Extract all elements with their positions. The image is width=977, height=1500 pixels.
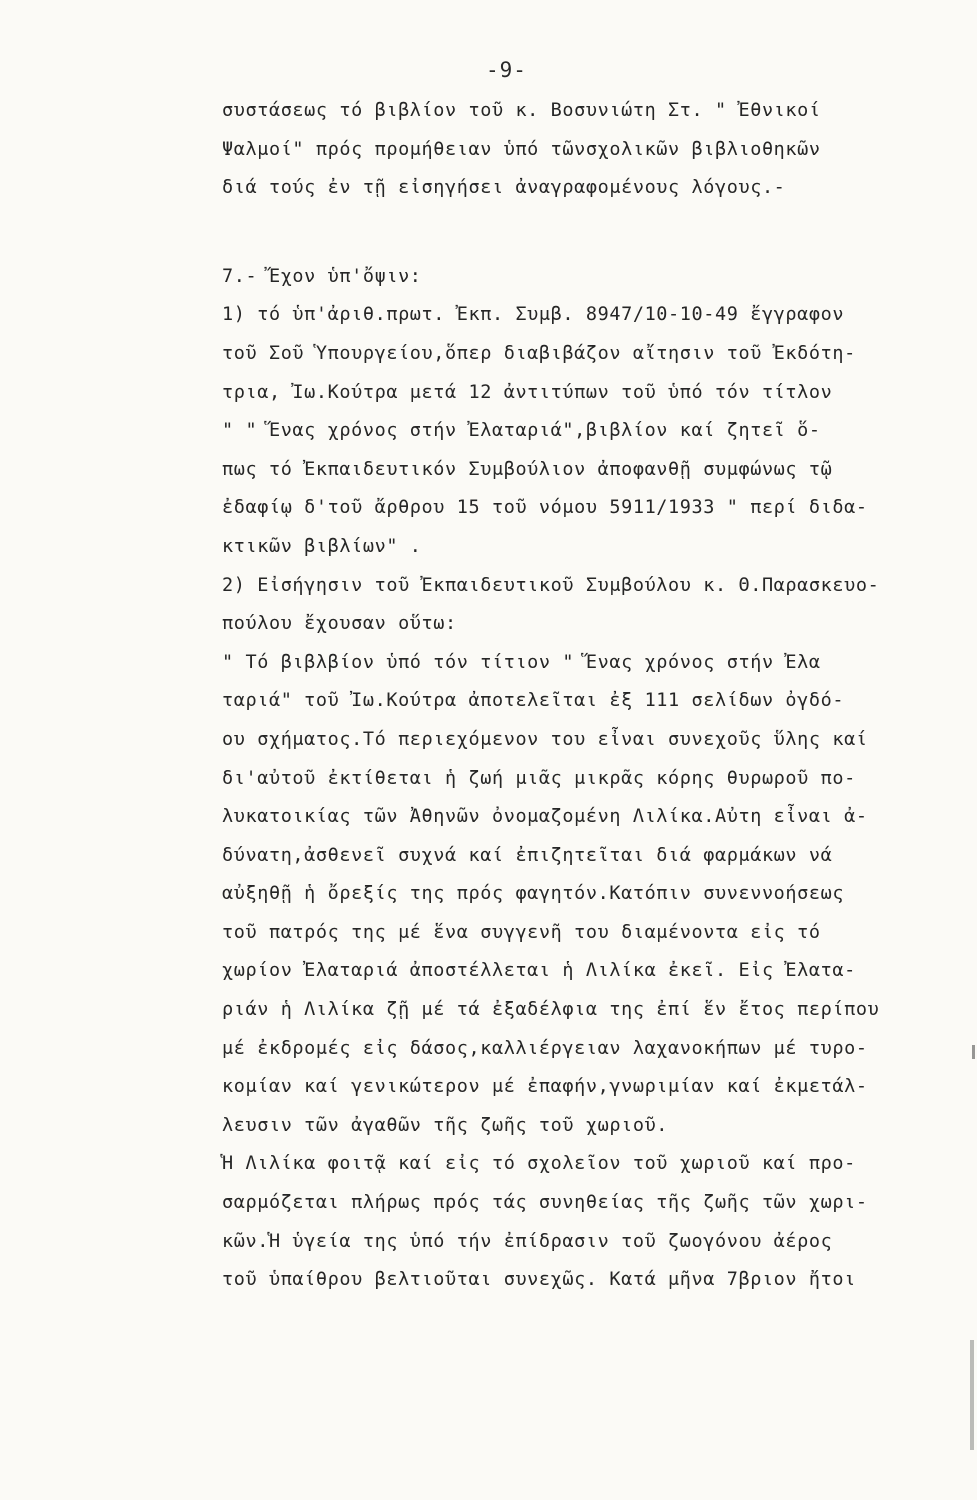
text-line: αὐξηθῇ ἡ ὄρεξίς της πρός φαγητόν.Κατόπιν συνεννοήσεως [222,883,845,905]
text-line: " " Ἕνας χρόνος στήν Ἐλαταριά",βιβλίον καί ζητεῖ ὅ- [222,420,821,442]
paragraph-intro [222,92,957,208]
text-line: δύνατη,ἀσθενεῖ συχνά καί ἐπιζητεῖται διά φαρμάκων νά [222,844,833,866]
text-line: διά τούς ἐν τῇ εἰσηγήσει ἀναγραφομένους λόγους.- [222,177,786,199]
scan-artifact [970,1340,974,1450]
text-line: λυκατοικίας τῶν Ἀθηνῶν ὀνομαζομένη Λιλίκα.Αὐτη εἶναι ἀ- [222,806,868,828]
text-line: πως τό Ἐκπαιδευτικόν Συμβούλιον ἀποφανθῇ συμφώνως τῷ [222,458,833,480]
text-line: τοῦ ὑπαίθρου βελτιοῦται συνεχῶς. Κατά μῆνα 7βριον ἤτοι [222,1269,856,1291]
text-line: Ἡ Λιλίκα φοιτᾷ καί εἰς τό σχολεῖον τοῦ χωριοῦ καί προ- [222,1153,856,1175]
text-line: κομίαν καί γενικώτερον μέ ἐπαφήν,γνωριμίαν καί ἐκμετάλ- [222,1076,868,1098]
text-line: ου σχήματος.Τό περιεχόμενον του εἶναι συνεχοῦς ὕλης καί [222,728,868,750]
text-line: σαρμόζεται πλήρως πρός τάς συνηθείας τῆς ζωῆς τῶν χωρι- [222,1192,868,1214]
text-line: 1) τό ὑπ'ἀριθ.πρωτ. Ἐκπ. Συμβ. 8947/10-10-49 ἔγγραφον [222,304,845,326]
scan-artifact [972,1045,975,1059]
text-line: δι'αὐτοῦ ἐκτίθεται ἡ ζωή μιᾶς μικρᾶς κόρης θυρωροῦ πο- [222,767,856,789]
text-line: τοῦ πατρός της μέ ἕνα συγγενῆ του διαμένοντα εἰς τό [222,921,821,943]
text-line: τοῦ Σοῦ Ὑπουργείου,ὅπερ διαβιβάζον αἴτησιν τοῦ Ἐκδότη- [222,342,856,364]
document-body [222,92,957,1300]
text-line: Ψαλμοί" πρός προμήθειαν ὑπό τῶνσχολικῶν βιβλιοθηκῶν [222,138,821,160]
text-line: τρια, Ἰω.Κούτρα μετά 12 ἀντιτύπων τοῦ ὑπό τόν τίτλον [222,381,833,403]
section-7 [222,258,957,1300]
section-heading: 7.- Ἔχον ὑπ'ὄψιν: [222,265,422,287]
text-line: κτικῶν βιβλίων" . [222,535,422,557]
page-number: -9- [486,58,527,82]
text-line: ταριά" τοῦ Ἰω.Κούτρα ἀποτελεῖται ἐξ 111 σελίδων ὀγδό- [222,690,845,712]
text-line: " Τό βιβλβίον ὑπό τόν τίτιον " Ἕνας χρόνος στήν Ἐλα [222,651,821,673]
text-line: μέ ἐκδρομές εἰς δάσος,καλλιέργειαν λαχανοκήπων μέ τυρο- [222,1037,868,1059]
section-spacer [222,208,957,258]
text-line: χωρίον Ἐλαταριά ἀποστέλλεται ἡ Λιλίκα ἐκεῖ. Εἰς Ἐλατα- [222,960,856,982]
text-line: συστάσεως τό βιβλίον τοῦ κ. Βοσυνιώτη Στ. " Ἐθνικοί [222,100,821,121]
text-line: κῶν.Ἡ ὑγεία της ὑπό τήν ἐπίδρασιν τοῦ ζωογόνου ἀέρος [222,1230,833,1252]
text-line: ριάν ἡ Λιλίκα ζῇ μέ τά ἐξαδέλφια της ἐπί ἕν ἔτος περίπου [222,999,880,1021]
text-line: πούλου ἔχουσαν οὕτω: [222,613,457,635]
text-line: ἐδαφίῳ δ'τοῦ ἄρθρου 15 τοῦ νόμου 5911/1933 " περί διδα- [222,497,868,519]
text-line: λευσιν τῶν ἀγαθῶν τῆς ζωῆς τοῦ χωριοῦ. [222,1114,669,1136]
text-line: 2) Εἰσήγησιν τοῦ Ἐκπαιδευτικοῦ Συμβούλου κ. Θ.Παρασκευο- [222,574,880,596]
